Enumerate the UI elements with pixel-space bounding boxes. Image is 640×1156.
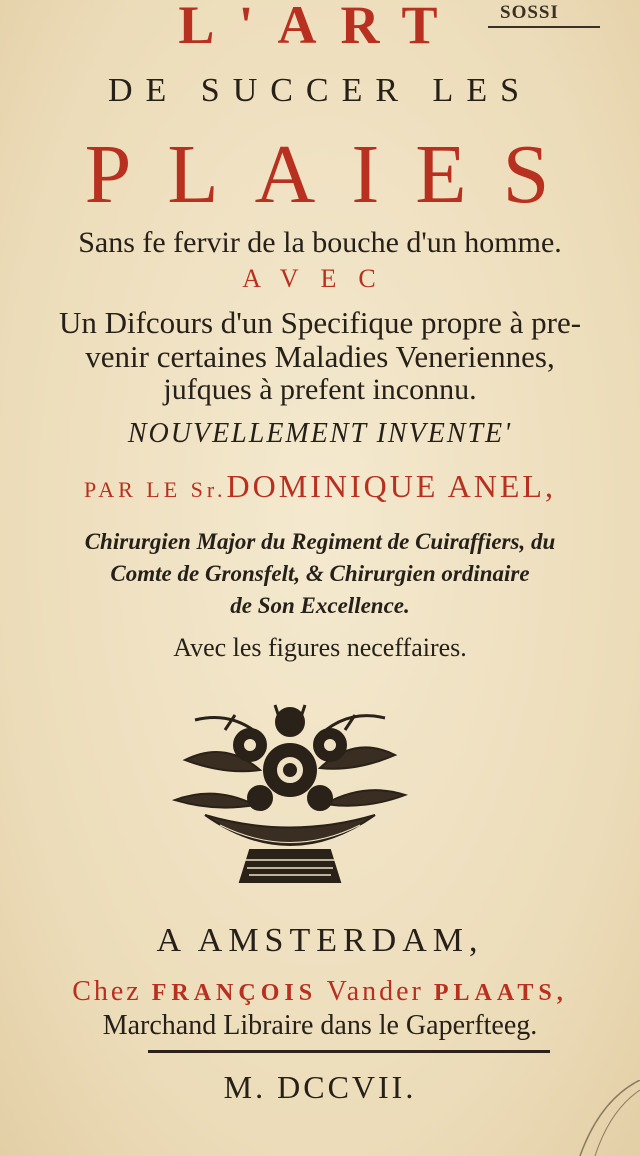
page-tear-icon: [570, 1080, 640, 1156]
invented-line: NOUVELLEMENT INVENTE': [127, 418, 513, 449]
divider-rule: [148, 1050, 550, 1053]
publisher-vander: Vander: [326, 976, 424, 1007]
publisher-chez: Chez: [72, 976, 142, 1007]
figures-note: Avec les figures neceffaires.: [173, 633, 467, 662]
discourse-line-2: venir certaines Maladies Veneriennes,: [85, 339, 555, 374]
author-line: [0, 468, 640, 505]
publisher-name-1: FRANÇOIS: [151, 980, 318, 1006]
year-line: M. DCCVII.: [223, 1069, 417, 1105]
credentials-line-2: Comte de Gronsfelt, & Chirurgien ordinaire: [110, 561, 530, 586]
publisher-line-2: Marchand Libraire dans le Gaperfteeg.: [102, 1010, 538, 1041]
flower-basket-vignette-icon: [165, 700, 415, 890]
title-line-3: PLAIES: [84, 128, 586, 221]
library-stamp: SOSSI: [500, 2, 559, 23]
credentials-line-1: Chirurgien Major du Regiment de Cuiraffiers, du: [84, 529, 556, 554]
title-line-1: L'ART: [178, 0, 462, 55]
place-line: A AMSTERDAM,: [156, 922, 484, 959]
author-name: DOMINIQUE ANEL,: [226, 468, 556, 504]
publisher-name-2: PLAATS,: [433, 980, 568, 1006]
subtitle: Sans fe fervir de la bouche d'un homme.: [78, 226, 562, 259]
credentials-line-3: de Son Excellence.: [230, 593, 410, 618]
publisher-line-1: [0, 976, 640, 1008]
discourse-line-3: jufques à prefent inconnu.: [163, 373, 477, 406]
title-line-2: DE SUCCER LES: [107, 72, 533, 109]
author-prefix: PAR LE Sr.: [84, 477, 227, 502]
avec-heading: AVEC: [242, 264, 398, 293]
discourse-line-1: Un Difcours d'un Specifique propre à pre-: [58, 305, 582, 340]
